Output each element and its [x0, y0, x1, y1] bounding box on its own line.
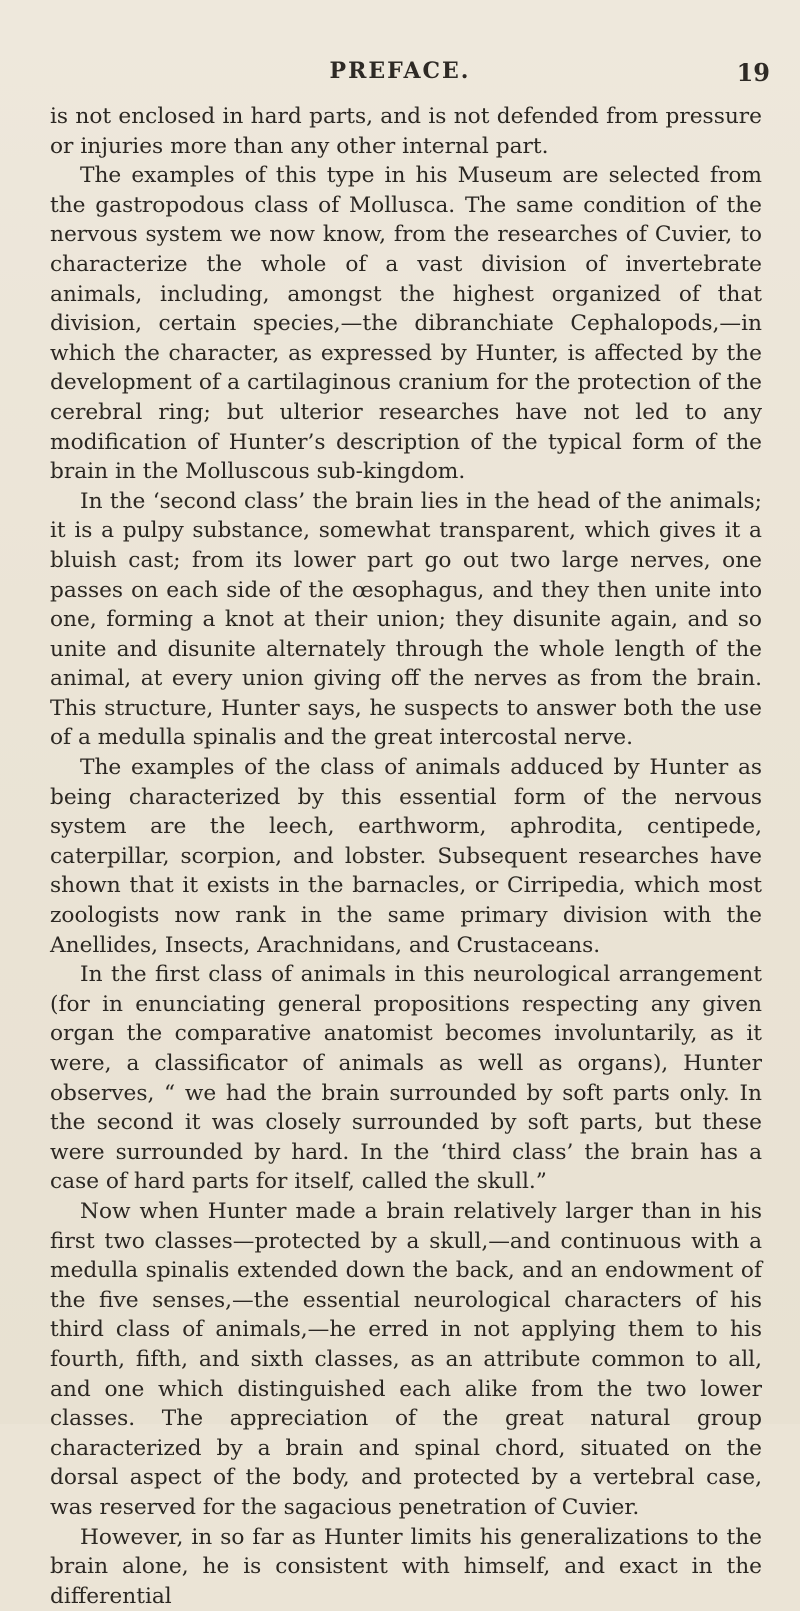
running-head: PREFACE.: [0, 58, 800, 84]
paragraph: The examples of the class of animals adduced by Hunter as being characterized by this essential form of the nervous system are the leech, earthworm, aphrodita, centipede, caterpillar, scorpion, and lobster. Subsequent researches have shown that it exists in the barnacles, or Cirripedia, which most zoologists now rank in the same primary division with the Anellides, Insects, Arachnidans, and Crustaceans.: [50, 753, 762, 960]
page-header: [0, 58, 800, 92]
paragraph: However, in so far as Hunter limits his generalizations to the brain alone, he is consistent with himself, and exact in the differential: [50, 1523, 762, 1611]
body-text: [50, 102, 762, 1611]
paragraph: In the ‘second class’ the brain lies in the head of the animals; it is a pulpy substance, somewhat transparent, which gives it a bluish cast; from its lower part go out two large nerves, one passes on each side of the œsophagus, and they then unite into one, forming a knot at their union; they disunite again, and so unite and disunite alternately through the whole length of the animal, at every union giving off the nerves as from the brain. This structure, Hunter says, he suspects to answer both the use of a medulla spinalis and the great intercostal nerve.: [50, 487, 762, 753]
paragraph: Now when Hunter made a brain relatively larger than in his first two classes—protected by a skull,—and continuous with a medulla spinalis extended down the back, and an endowment of the five senses,—the essential neurological characters of his third class of animals,—he erred in not applying them to his fourth, fifth, and sixth classes, as an attribute common to all, and one which distinguished each alike from the two lower classes. The appreciation of the great natural group characterized by a brain and spinal chord, situated on the dorsal aspect of the body, and protected by a vertebral case, was reserved for the sagacious penetration of Cuvier.: [50, 1197, 762, 1523]
paragraph: The examples of this type in his Museum are selected from the gastropodous class of Mollusca. The same condition of the nervous system we now know, from the researches of Cuvier, to characterize the whole of a vast division of invertebrate animals, including, amongst the highest organized of that division, certain species,—the dibranchiate Cephalopods,—in which the character, as expressed by Hunter, is affected by the development of a cartilaginous cranium for the protection of the cerebral ring; but ulterior researches have not led to any modification of Hunter’s description of the typical form of the brain in the Molluscous sub-kingdom.: [50, 161, 762, 487]
paragraph: In the first class of animals in this neurological arrangement (for in enunciating general propositions respecting any given organ the comparative anatomist becomes involuntarily, as it were, a classificator of animals as well as organs), Hunter observes, “ we had the brain surrounded by soft parts only. In the second it was closely surrounded by soft parts, but these were surrounded by hard. In the ‘third class’ the brain has a case of hard parts for itself, called the skull.”: [50, 960, 762, 1197]
paragraph-continuation: is not enclosed in hard parts, and is not defended from pressure or injuries more than any other internal part.: [50, 102, 762, 161]
page-number: 19: [737, 58, 770, 87]
